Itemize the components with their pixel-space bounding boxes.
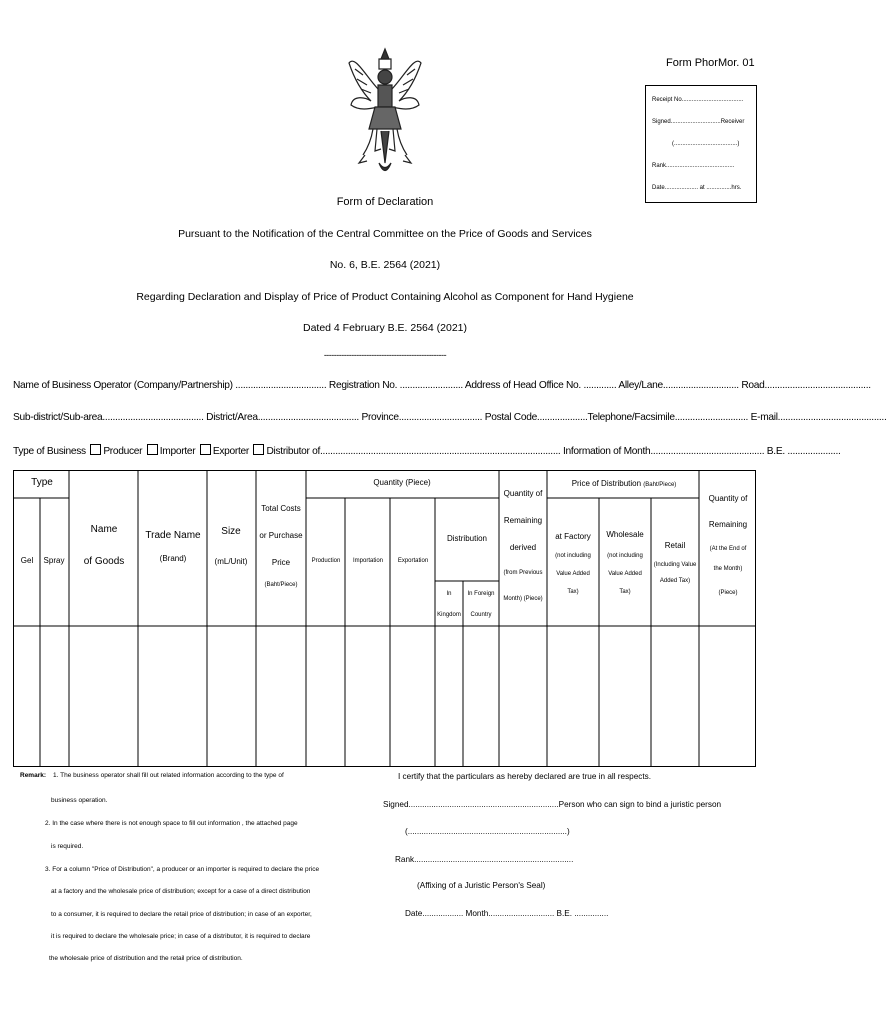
col-total-l2: or Purchase [259,531,303,540]
type-of-business-line [13,444,841,457]
col-price-dist [572,479,677,488]
certify-statement: I certify that the particulars as hereby declared are true in all respects. [398,772,652,781]
garuda-emblem [345,45,425,180]
information-month[interactable]: Information of Month............................................. B.E. ..................... [562,446,841,457]
col-factory-n2: Value Added [556,571,590,577]
col-size: Size [221,526,241,537]
price-dist-unit: (Baht/Piece) [643,482,677,488]
col-gel: Gel [20,556,34,565]
remark-2a: 2. In the case where there is not enough space to fill out information , the attached page [45,820,298,827]
form-title: Form of Declaration [336,196,434,208]
certify-rank[interactable]: Rank...................................................................... [395,855,574,864]
receipt-no: Receipt No..................................... [652,97,744,103]
type-of-business-label: Type of Business [13,446,86,457]
remark-3c: to a consumer, it is required to declare the retail price of distribution; in case of an exporter, [51,911,312,918]
exporter-checkbox[interactable] [200,444,211,455]
col-trade-name: Trade Name [145,530,201,541]
col-qend-l4: the Month) [713,566,743,572]
col-retail-n2: Added Tax) [659,578,691,584]
col-production: Production [311,558,341,564]
col-exportation: Exportation [397,558,429,564]
receipt-rank: Rank......................................... [652,163,735,169]
notification-line: Pursuant to the Notification of the Central Committee on the Price of Goods and Services [178,228,592,240]
col-spray: Spray [43,556,65,565]
certify-name[interactable]: (......................................................................) [405,827,570,836]
producer-checkbox[interactable] [90,444,101,455]
col-qend-l5: (Piece) [718,590,738,596]
business-operator-line[interactable]: Name of Business Operator (Company/Partnership) .................................... Registration No. ......................... Address of Head Office No. ............. Alley/Lane.............................. Road.......................................... [13,380,871,391]
distributor-label[interactable]: Distributor of............................................................................................... [266,446,561,457]
col-factory-n1: (not including [555,553,591,559]
col-wholesale-n2: Value Added [608,571,642,577]
importer-label: Importer [159,446,196,457]
col-total-l3: Price [271,558,291,567]
col-name-l1: Name [90,524,118,535]
receipt-name: (......................................) [672,141,740,147]
col-qrem-l1: Quantity of [503,489,543,498]
col-qrem-l5: Month) (Piece) [503,596,543,602]
distributor-checkbox[interactable] [253,444,264,455]
col-qrem-l3: derived [509,543,537,552]
col-kingdom-l1: In [446,591,452,597]
remark-1b: business operation. [51,797,108,804]
remark-3a: 3. For a column "Price of Distribution", a producer or an importer is required to declare the price [45,866,320,873]
dated-line: Dated 4 February B.E. 2564 (2021) [302,322,467,334]
remark-1a: 1. The business operator shall fill out related information according to the type of [53,772,284,779]
col-quantity: Quantity (Piece) [373,478,431,487]
col-retail-n1: (Including Value [653,562,697,568]
certify-date[interactable]: Date.................. Month............................. B.E. ............... [405,909,609,918]
col-type: Type [31,477,53,488]
col-distribution: Distribution [446,534,488,543]
col-qend-l1: Quantity of [708,494,748,503]
col-brand: (Brand) [159,554,187,563]
notification-number: No. 6, B.E. 2564 (2021) [329,259,441,271]
col-qrem-l2: Remaining [503,516,543,525]
remark-3e: the wholesale price of distribution and the retail price of distribution. [49,955,243,962]
col-factory: at Factory [555,532,591,541]
remarks-label: Remark: [20,772,47,779]
price-dist-label: Price of Distribution [571,479,642,488]
remark-3d: it is required to declare the wholesale price; in case of a distributor, it is required to declare [51,933,311,940]
importer-checkbox[interactable] [147,444,158,455]
receipt-box [645,85,757,203]
col-importation: Importation [352,558,384,564]
col-qend-l3: (At the End of [709,546,747,552]
exporter-label: Exporter [212,446,249,457]
title-divider: ------------------------------------------------- [323,350,447,360]
producer-label: Producer [103,446,143,457]
col-wholesale-n1: (not including [607,553,643,559]
col-total-l1: Total Costs [261,504,301,513]
col-retail: Retail [664,541,686,550]
receipt-date: Date.................... at ...............hrs. [652,185,742,191]
col-name-l2: of Goods [83,556,125,567]
col-kingdom-l2: Kingdom [437,612,461,618]
col-factory-n3: Tax) [567,589,579,595]
col-wholesale-n3: Tax) [619,589,631,595]
declaration-table-grid [13,470,758,768]
col-qend-l2: Remaining [708,520,748,529]
col-foreign-l1: In Foreign [467,591,495,597]
form-number: Form PhorMor. 01 [666,57,755,69]
col-foreign-l2: Country [470,612,492,618]
remark-3b: at a factory and the wholesale price of distribution; except for a case of a direct distribution [51,888,311,895]
col-qrem-l4: (from Previous [503,570,543,576]
col-wholesale: Wholesale [606,530,644,539]
col-size-unit: (mL/Unit) [214,557,248,566]
address-line[interactable]: Sub-district/Sub-area........................................ District/Area........................................ Province................................. Postal Code....................Telephone/Facsimile............................. E-mail........................................... [13,412,887,423]
certify-signed[interactable]: Signed..................................................................Person who can sign to bind a juristic person [383,800,722,809]
certify-seal: (Affixing of a Juristic Person's Seal) [417,881,546,890]
regarding-line: Regarding Declaration and Display of Price of Product Containing Alcohol as Component for Hand Hygiene [136,291,634,303]
remark-2b: is required. [51,843,84,850]
receipt-signed: Signed..............................Receiver [652,119,745,125]
col-total-l4: (Baht/Piece) [264,582,298,588]
